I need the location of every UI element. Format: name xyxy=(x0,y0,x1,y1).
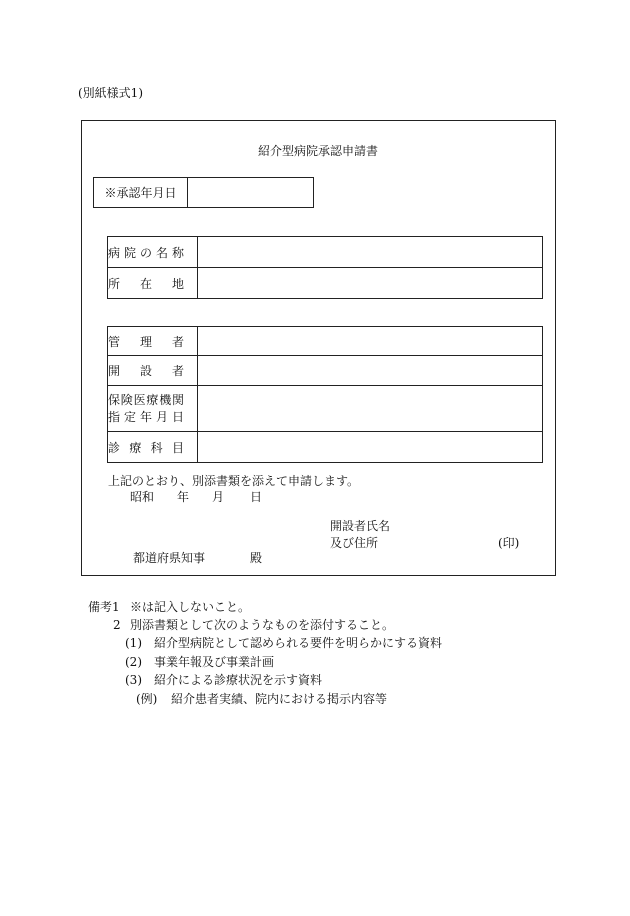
addressee-name: 都道府県知事 xyxy=(133,551,206,565)
table-row xyxy=(108,268,543,299)
insurance-designation-label-line1: 保 険 医 療 機 関 xyxy=(108,392,184,407)
founder-label xyxy=(108,356,198,386)
date-era: 昭和 xyxy=(130,490,155,504)
applicant-label-line2: 及び住所 xyxy=(330,536,379,550)
table-row xyxy=(108,386,543,432)
table-row xyxy=(108,356,543,386)
departments-field[interactable] xyxy=(198,432,543,463)
founder-field[interactable] xyxy=(198,356,543,386)
date-month: 月 xyxy=(212,490,225,504)
insurance-designation-label-line2: 指 定 年 月 日 xyxy=(108,409,184,424)
admin-table xyxy=(107,326,543,463)
approval-date-table xyxy=(93,177,314,208)
insurance-designation-field[interactable] xyxy=(198,386,543,432)
table-row xyxy=(108,237,543,268)
list-item-number: (3) xyxy=(125,673,142,687)
departments-label xyxy=(108,432,198,463)
location-label-text: 所 在 地 xyxy=(108,276,184,291)
departments-label-text: 診 療 科 目 xyxy=(108,440,184,455)
example-label: (例) xyxy=(136,692,158,706)
note-2-number: 2 xyxy=(113,618,121,632)
list-item-number: (1) xyxy=(125,636,142,650)
location-label xyxy=(108,268,198,299)
list-item: 事業年報及び事業計画 xyxy=(154,655,275,669)
founder-label-text: 開 設 者 xyxy=(108,364,184,378)
date-day: 日 xyxy=(250,490,263,504)
list-item: 紹介による診療状況を示す資料 xyxy=(154,673,323,687)
statement-text: 上記のとおり、別添書類を添えて申請します。 xyxy=(108,474,360,488)
example-text: 紹介患者実績、院内における掲示内容等 xyxy=(171,692,388,706)
hospital-name-field[interactable] xyxy=(198,237,543,268)
note-2: 別添書類として次のようなものを添付すること。 xyxy=(130,618,395,632)
form-code: (別紙様式1) xyxy=(78,86,143,100)
notes-label: 備考1 xyxy=(88,600,120,614)
approval-date-field[interactable] xyxy=(188,178,314,208)
list-item-number: (2) xyxy=(125,655,142,669)
list-item: 紹介型病院として認められる要件を明らかにする資料 xyxy=(154,636,443,650)
date-year: 年 xyxy=(177,490,190,504)
approval-date-label: ※承認年月日 xyxy=(94,178,188,208)
location-field[interactable] xyxy=(198,268,543,299)
addressee-honorific: 殿 xyxy=(250,551,263,565)
seal-mark: (印) xyxy=(498,536,520,550)
hospital-name-label-text: 病 院 の 名 称 xyxy=(108,245,184,260)
administrator-label-text: 管 理 者 xyxy=(108,334,184,349)
applicant-label-line1: 開設者氏名 xyxy=(330,519,391,533)
table-row xyxy=(108,327,543,356)
table-row xyxy=(108,432,543,463)
hospital-name-label xyxy=(108,237,198,268)
form-title: 紹介型病院承認申請書 xyxy=(258,144,379,158)
hospital-table xyxy=(107,236,543,299)
administrator-label xyxy=(108,327,198,356)
note-1: ※は記入しないこと。 xyxy=(130,600,251,614)
administrator-field[interactable] xyxy=(198,327,543,356)
insurance-designation-label xyxy=(108,386,198,432)
